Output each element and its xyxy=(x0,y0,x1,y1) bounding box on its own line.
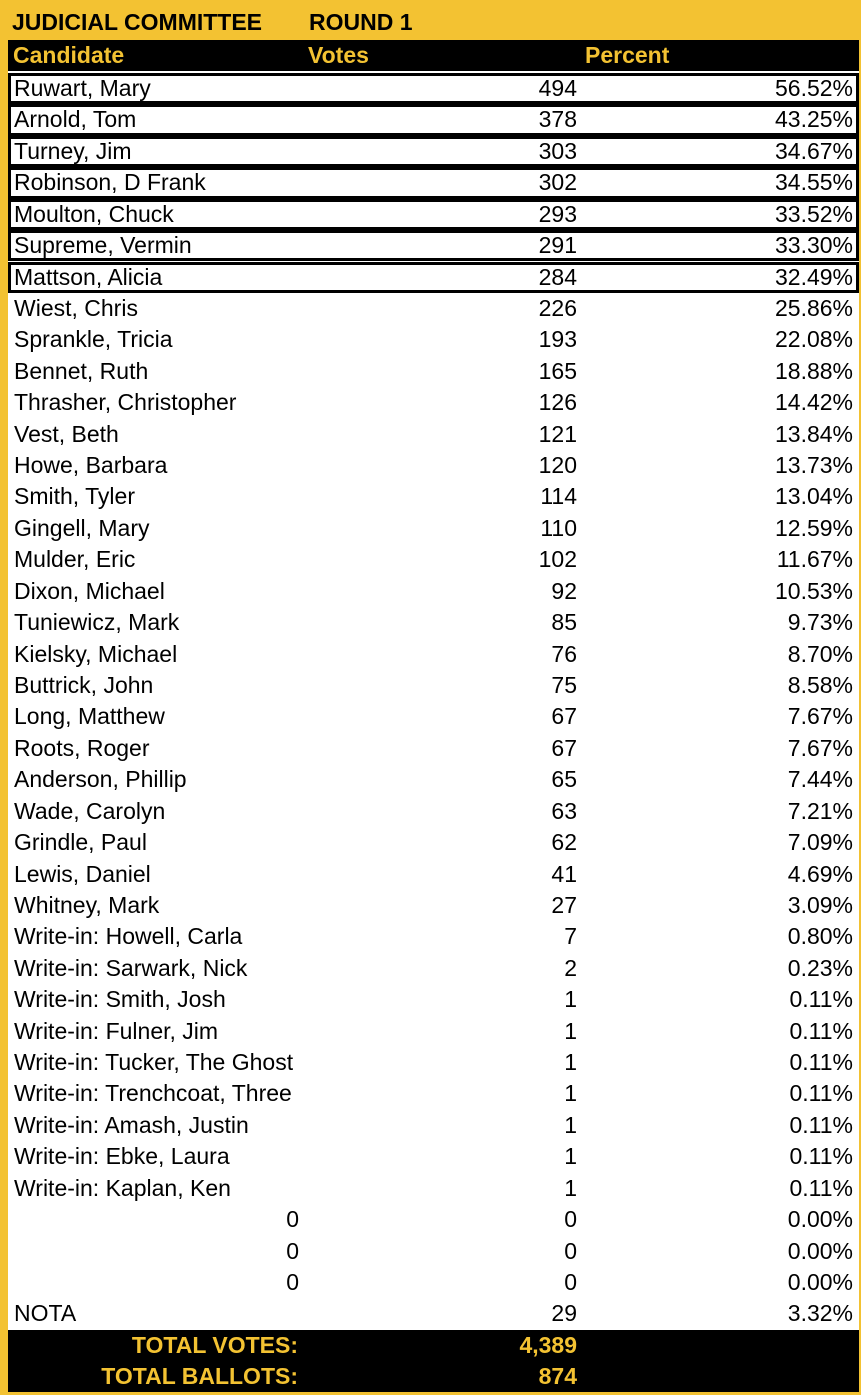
vote-percent: 0.00% xyxy=(787,1206,853,1233)
vote-count: 284 xyxy=(538,263,577,290)
table-row xyxy=(8,1173,859,1204)
candidate-name: Roots, Roger xyxy=(14,734,150,761)
vote-count: 291 xyxy=(538,232,577,259)
vote-percent: 14.42% xyxy=(774,389,853,416)
vote-percent: 0.11% xyxy=(789,1080,853,1107)
vote-percent: 13.73% xyxy=(774,452,853,479)
table-row xyxy=(8,230,859,261)
table-row xyxy=(8,450,859,481)
vote-percent: 0.23% xyxy=(787,954,853,981)
candidate-name: Wade, Carolyn xyxy=(14,797,166,824)
vote-count: 114 xyxy=(540,483,577,510)
vote-count: 378 xyxy=(538,106,577,133)
round-label: ROUND 1 xyxy=(309,9,413,35)
vote-percent: 0.80% xyxy=(787,923,853,950)
vote-count: 62 xyxy=(551,829,577,856)
vote-count: 193 xyxy=(538,326,577,353)
table-row xyxy=(8,953,859,984)
vote-percent: 34.55% xyxy=(774,169,853,196)
table-row xyxy=(8,104,859,135)
candidate-name: Moulton, Chuck xyxy=(14,200,174,227)
vote-percent: 33.30% xyxy=(774,232,853,259)
vote-percent: 0.11% xyxy=(789,986,853,1013)
candidate-name: Gingell, Mary xyxy=(14,514,150,541)
candidate-name: Wiest, Chris xyxy=(14,294,138,321)
vote-percent: 3.09% xyxy=(787,891,853,918)
vote-count: 75 xyxy=(551,671,577,698)
vote-count: 1 xyxy=(564,1080,577,1107)
vote-count: 27 xyxy=(551,891,577,918)
candidate-name: 0 xyxy=(286,1206,299,1233)
vote-count: 0 xyxy=(564,1206,577,1233)
candidate-name: Howe, Barbara xyxy=(14,452,168,479)
vote-count: 1 xyxy=(564,1143,577,1170)
candidate-name: Write-in: Fulner, Jim xyxy=(14,1017,219,1044)
vote-percent: 3.32% xyxy=(787,1300,853,1327)
vote-percent: 7.21% xyxy=(787,797,853,824)
table-row xyxy=(8,293,859,324)
header-votes: Votes xyxy=(308,42,369,68)
vote-percent: 56.52% xyxy=(774,75,853,101)
table-row xyxy=(8,576,859,607)
candidate-name: Write-in: Smith, Josh xyxy=(14,986,226,1013)
candidate-name: Robinson, D Frank xyxy=(14,169,206,196)
candidate-name: Arnold, Tom xyxy=(14,106,137,133)
candidate-name: Vest, Beth xyxy=(14,420,119,447)
table-row xyxy=(8,136,859,167)
table-row xyxy=(8,1047,859,1078)
total-votes-label: TOTAL VOTES: xyxy=(131,1332,298,1358)
candidate-name: Write-in: Tucker, The Ghost xyxy=(14,1049,294,1076)
candidate-name: Write-in: Trenchcoat, Three xyxy=(14,1080,292,1107)
candidate-name: 0 xyxy=(286,1268,299,1295)
vote-percent: 33.52% xyxy=(774,200,853,227)
vote-count: 1 xyxy=(564,1174,577,1201)
table-row xyxy=(8,1298,859,1329)
candidate-name: 0 xyxy=(286,1237,299,1264)
vote-count: 63 xyxy=(551,797,577,824)
vote-count: 0 xyxy=(564,1237,577,1264)
table-row xyxy=(8,670,859,701)
candidate-name: Mattson, Alicia xyxy=(14,263,163,290)
table-row xyxy=(8,1110,859,1141)
vote-count: 120 xyxy=(538,452,577,479)
header-candidate: Candidate xyxy=(13,42,125,68)
table-row xyxy=(8,199,859,230)
vote-count: 2 xyxy=(564,954,577,981)
vote-percent: 0.11% xyxy=(789,1017,853,1044)
table-header xyxy=(8,40,859,71)
vote-percent: 12.59% xyxy=(774,514,853,541)
vote-percent: 0.11% xyxy=(789,1174,853,1201)
vote-count: 1 xyxy=(564,1049,577,1076)
vote-percent: 0.00% xyxy=(787,1237,853,1264)
vote-count: 1 xyxy=(564,1111,577,1138)
vote-percent: 8.58% xyxy=(787,671,853,698)
vote-percent: 43.25% xyxy=(774,106,853,133)
candidate-name: Long, Matthew xyxy=(14,703,165,730)
vote-count: 29 xyxy=(551,1300,577,1327)
vote-count: 303 xyxy=(538,137,577,164)
candidate-name: Write-in: Amash, Justin xyxy=(14,1111,249,1138)
vote-count: 102 xyxy=(538,546,577,573)
total-ballots-value: 874 xyxy=(538,1363,577,1389)
candidate-name: Smith, Tyler xyxy=(14,483,135,510)
page-title: JUDICIAL COMMITTEE xyxy=(12,9,263,35)
vote-count: 226 xyxy=(538,294,577,321)
candidate-name: Thrasher, Christopher xyxy=(14,389,237,416)
table-row xyxy=(8,1267,859,1298)
vote-count: 7 xyxy=(564,923,577,950)
vote-count: 302 xyxy=(538,169,577,196)
vote-percent: 7.44% xyxy=(787,766,853,793)
vote-percent: 34.67% xyxy=(774,137,853,164)
title-bar xyxy=(0,0,861,40)
vote-count: 293 xyxy=(538,200,577,227)
vote-count: 126 xyxy=(538,389,577,416)
vote-count: 1 xyxy=(564,986,577,1013)
vote-percent: 0.11% xyxy=(789,1049,853,1076)
candidate-name: Mulder, Eric xyxy=(14,546,136,573)
candidate-name: Supreme, Vermin xyxy=(14,232,192,259)
candidate-name: Buttrick, John xyxy=(14,671,154,698)
table-row xyxy=(8,890,859,921)
table-row xyxy=(8,764,859,795)
table-row xyxy=(8,356,859,387)
candidate-name: Turney, Jim xyxy=(14,137,132,164)
vote-percent: 13.84% xyxy=(774,420,853,447)
vote-count: 85 xyxy=(551,609,577,636)
vote-count: 0 xyxy=(564,1268,577,1295)
total-votes-value: 4,389 xyxy=(519,1332,577,1358)
vote-percent: 0.11% xyxy=(789,1111,853,1138)
vote-count: 110 xyxy=(540,514,577,541)
vote-percent: 7.67% xyxy=(787,703,853,730)
vote-count: 92 xyxy=(551,577,577,604)
vote-percent: 22.08% xyxy=(774,326,853,353)
table-row xyxy=(8,419,859,450)
table-row xyxy=(8,921,859,952)
candidate-name: Dixon, Michael xyxy=(14,577,165,604)
vote-count: 67 xyxy=(551,734,577,761)
table-row xyxy=(8,859,859,890)
candidate-name: Write-in: Sarwark, Nick xyxy=(14,954,248,981)
vote-percent: 0.11% xyxy=(789,1143,853,1170)
candidate-name: Write-in: Kaplan, Ken xyxy=(14,1174,231,1201)
totals-block xyxy=(8,1330,859,1392)
vote-count: 121 xyxy=(538,420,577,447)
vote-percent: 13.04% xyxy=(774,483,853,510)
candidate-name: Write-in: Howell, Carla xyxy=(14,923,243,950)
table-row xyxy=(8,1141,859,1172)
candidate-name: Tuniewicz, Mark xyxy=(14,609,180,636)
table-row xyxy=(8,262,859,293)
vote-percent: 32.49% xyxy=(774,263,853,290)
vote-percent: 8.70% xyxy=(787,640,853,667)
table-row xyxy=(8,1204,859,1235)
vote-percent: 7.09% xyxy=(787,829,853,856)
vote-count: 67 xyxy=(551,703,577,730)
candidate-name: Sprankle, Tricia xyxy=(14,326,173,353)
table-row xyxy=(8,167,859,198)
vote-count: 165 xyxy=(538,357,577,384)
vote-percent: 0.00% xyxy=(787,1268,853,1295)
table-row xyxy=(8,733,859,764)
vote-count: 65 xyxy=(551,766,577,793)
vote-percent: 7.67% xyxy=(787,734,853,761)
table-row xyxy=(8,827,859,858)
candidate-name: Ruwart, Mary xyxy=(14,75,151,101)
header-percent: Percent xyxy=(585,42,670,68)
table-row xyxy=(8,73,859,104)
vote-percent: 10.53% xyxy=(774,577,853,604)
table-row xyxy=(8,639,859,670)
candidate-name: Bennet, Ruth xyxy=(14,357,149,384)
vote-count: 494 xyxy=(538,75,577,101)
candidate-name: Whitney, Mark xyxy=(14,891,160,918)
table-row xyxy=(8,1016,859,1047)
candidate-name: Kielsky, Michael xyxy=(14,640,178,667)
vote-percent: 11.67% xyxy=(776,546,853,573)
table-row xyxy=(8,701,859,732)
table-row xyxy=(8,984,859,1015)
candidate-name: NOTA xyxy=(14,1300,77,1327)
table-row xyxy=(8,544,859,575)
total-ballots-label: TOTAL BALLOTS: xyxy=(101,1363,298,1389)
table-row xyxy=(8,1236,859,1267)
candidate-name: Lewis, Daniel xyxy=(14,860,151,887)
table-row xyxy=(8,324,859,355)
table-row xyxy=(8,387,859,418)
candidate-name: Grindle, Paul xyxy=(14,829,147,856)
vote-percent: 18.88% xyxy=(774,357,853,384)
vote-count: 76 xyxy=(551,640,577,667)
vote-count: 41 xyxy=(551,860,577,887)
table-row xyxy=(8,796,859,827)
table-row xyxy=(8,1078,859,1109)
vote-percent: 4.69% xyxy=(787,860,853,887)
table-row xyxy=(8,513,859,544)
vote-percent: 25.86% xyxy=(774,294,853,321)
vote-percent: 9.73% xyxy=(787,609,853,636)
table-row xyxy=(8,607,859,638)
table-row xyxy=(8,481,859,512)
candidate-name: Write-in: Ebke, Laura xyxy=(14,1143,230,1170)
vote-count: 1 xyxy=(564,1017,577,1044)
candidate-name: Anderson, Phillip xyxy=(14,766,187,793)
